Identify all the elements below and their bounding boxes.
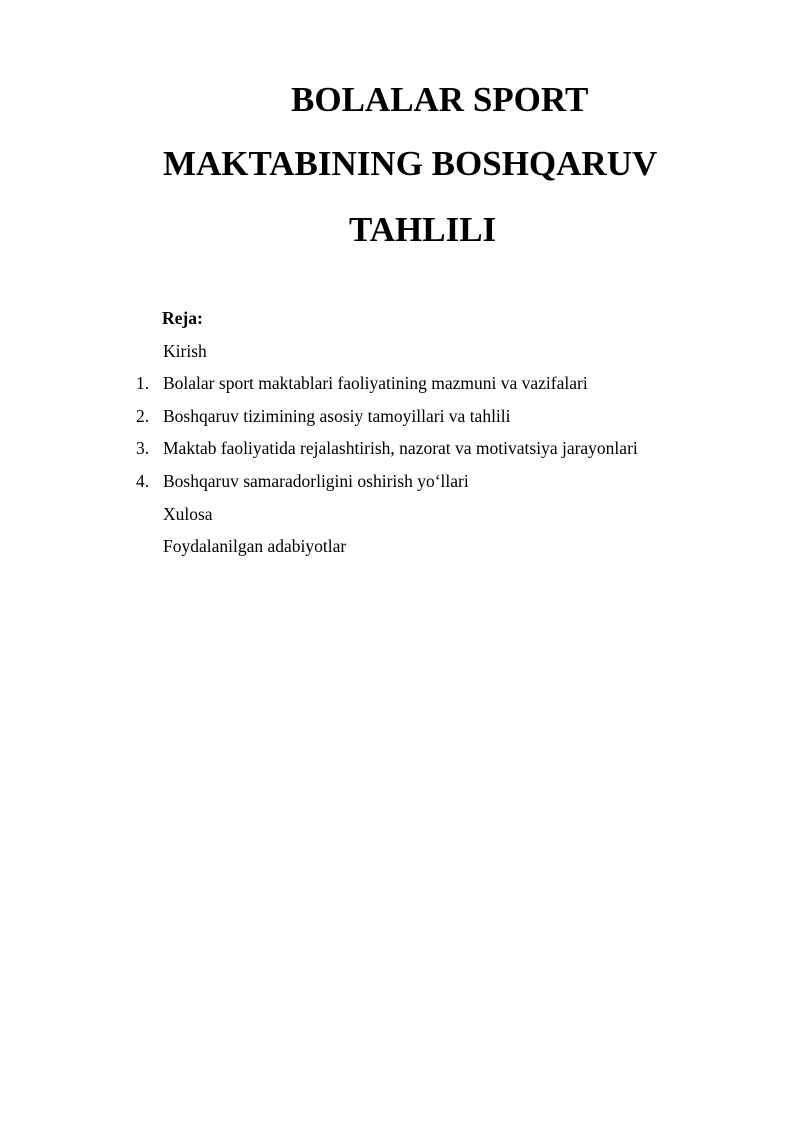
- plan-intro-row: [136, 335, 756, 368]
- plan-item: [136, 400, 756, 433]
- title-line-1: BOLALAR SPORT: [291, 80, 589, 119]
- plan-item-number: 2.: [136, 405, 150, 426]
- plan-conclusion: Xulosa: [163, 503, 213, 524]
- plan-item: [136, 367, 756, 400]
- plan-item-text: Boshqaruv tizimining asosiy tamoyillari va tahlili: [163, 405, 511, 426]
- plan-item-text: Maktab faoliyatida rejalashtirish, nazorat va motivatsiya jarayonlari: [163, 438, 638, 459]
- plan-references-spacer: [136, 530, 163, 563]
- title-line-3: TAHLILI: [349, 210, 497, 249]
- plan-references: Foydalanilgan adabiyotlar: [163, 536, 347, 557]
- plan-conclusion-row: [136, 498, 756, 531]
- plan-item: [136, 432, 756, 465]
- plan-heading: Reja:: [162, 308, 203, 328]
- title-line-2: MAKTABINING BOSHQARUV: [163, 144, 658, 183]
- plan-item-text: Boshqaruv samaradorligini oshirish yo‘llari: [163, 470, 469, 491]
- plan-item-text: Bolalar sport maktablari faoliyatining mazmuni va vazifalari: [163, 373, 588, 394]
- plan-references-row: [136, 530, 756, 563]
- plan-conclusion-spacer: [136, 498, 163, 531]
- plan-item-number: 1.: [136, 373, 150, 394]
- plan-intro-spacer: [136, 335, 163, 368]
- plan-item-number: 4.: [136, 470, 150, 491]
- plan-item: [136, 465, 756, 498]
- plan-intro: Kirish: [163, 340, 207, 361]
- plan-section: [136, 302, 756, 563]
- plan-item-number: 3.: [136, 438, 150, 459]
